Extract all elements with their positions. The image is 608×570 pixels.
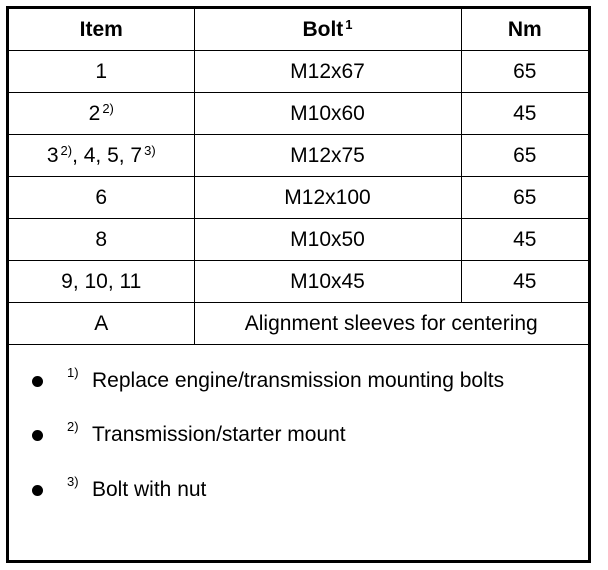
torque-spec-frame xyxy=(6,6,591,563)
item-cell xyxy=(9,135,194,177)
footnote-text: Bolt with nut xyxy=(92,478,207,501)
item-value: , 4, 5, 7 xyxy=(72,144,143,167)
table-row xyxy=(9,51,588,93)
bolt-cell: M10x60 xyxy=(194,93,461,135)
header-item xyxy=(9,9,194,51)
torque-cell: 65 xyxy=(461,51,588,93)
bullet-icon xyxy=(32,485,43,496)
footnote-item xyxy=(9,474,588,504)
footnote-item xyxy=(9,419,588,449)
footnote-item xyxy=(9,365,588,395)
item-value: 8 xyxy=(95,228,108,251)
torque-cell: 65 xyxy=(461,177,588,219)
header-bolt-label: Bolt xyxy=(302,18,344,41)
table-row xyxy=(9,219,588,261)
header-bolt xyxy=(194,9,461,51)
item-value: 6 xyxy=(95,186,108,209)
table-row xyxy=(9,303,588,345)
item-footnote: 2) xyxy=(102,101,114,116)
table-header-row xyxy=(9,9,588,51)
item-value: 2 xyxy=(88,102,101,125)
item-cell xyxy=(9,177,194,219)
footnote-ref: 3) xyxy=(67,474,79,489)
bullet-icon xyxy=(32,376,43,387)
item-value: A xyxy=(94,312,109,335)
header-bolt-footnote: 1 xyxy=(345,17,353,32)
footnote-text: Replace engine/transmission mounting bolts xyxy=(92,369,505,392)
header-item-label: Item xyxy=(79,18,123,41)
table-row xyxy=(9,261,588,303)
description-cell: Alignment sleeves for centering xyxy=(194,303,588,345)
item-cell xyxy=(9,261,194,303)
item-value: 1 xyxy=(95,60,108,83)
torque-spec-table xyxy=(9,9,588,345)
table-row xyxy=(9,93,588,135)
footnote-ref: 2) xyxy=(67,419,79,434)
table-row xyxy=(9,135,588,177)
table-row xyxy=(9,177,588,219)
item-cell xyxy=(9,303,194,345)
item-cell xyxy=(9,51,194,93)
torque-cell: 45 xyxy=(461,219,588,261)
item-value: 9, 10, 11 xyxy=(61,270,142,293)
footnote-ref: 1) xyxy=(67,365,79,380)
item-footnote: 2) xyxy=(60,143,73,158)
bolt-cell: M10x45 xyxy=(194,261,461,303)
footnote-text: Transmission/starter mount xyxy=(92,423,346,446)
header-nm xyxy=(461,9,588,51)
bolt-cell: M10x50 xyxy=(194,219,461,261)
torque-cell: 45 xyxy=(461,93,588,135)
header-nm-label: Nm xyxy=(507,18,542,41)
item-cell xyxy=(9,93,194,135)
bolt-cell: M12x67 xyxy=(194,51,461,93)
item-value: 3 xyxy=(46,144,59,167)
item-footnote: 3) xyxy=(144,143,156,158)
bolt-cell: M12x100 xyxy=(194,177,461,219)
torque-cell: 45 xyxy=(461,261,588,303)
item-cell xyxy=(9,219,194,261)
bolt-cell: M12x75 xyxy=(194,135,461,177)
torque-cell: 65 xyxy=(461,135,588,177)
bullet-icon xyxy=(32,430,43,441)
